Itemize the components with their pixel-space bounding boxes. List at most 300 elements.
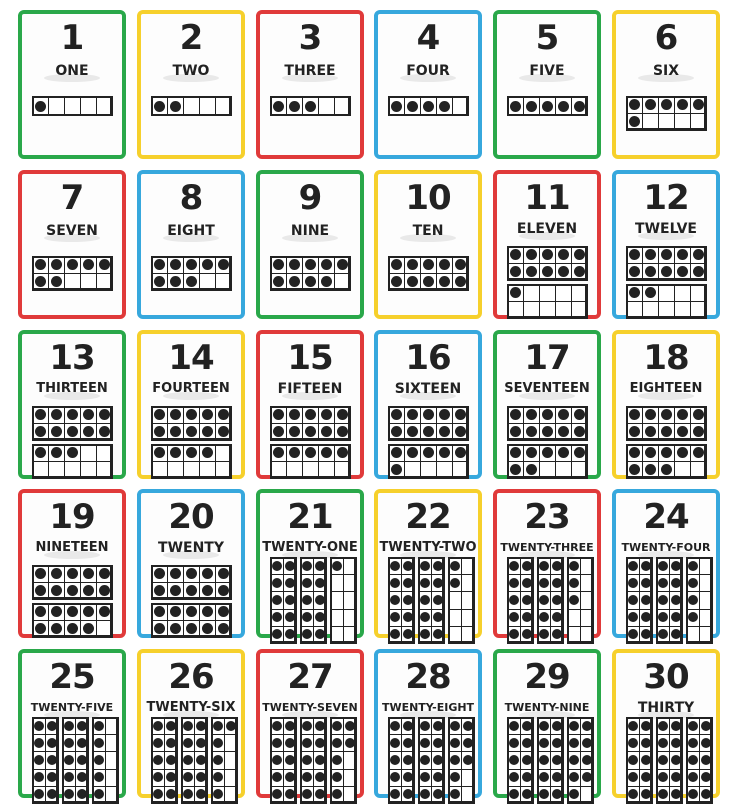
- counter-dot: [285, 578, 295, 588]
- card-number: 13: [49, 338, 95, 378]
- ten-frame: [270, 717, 296, 803]
- counter-dot: [186, 568, 197, 579]
- ten-frame-cell: [580, 557, 594, 575]
- counter-dot: [154, 606, 165, 617]
- ten-frame-cell: [448, 591, 462, 609]
- counter-dot: [285, 772, 295, 782]
- counter-dot: [272, 561, 282, 571]
- ten-frame-cell: [404, 461, 421, 479]
- ten-frame-cell: [539, 461, 556, 479]
- ten-frame: [270, 406, 350, 440]
- ten-frame: [32, 256, 112, 290]
- counter-dot: [539, 578, 549, 588]
- counter-dot: [305, 276, 316, 287]
- ten-frame: [507, 557, 533, 643]
- counter-dot: [661, 447, 672, 458]
- counter-dot: [671, 629, 681, 639]
- card-word: TWENTY-SIX: [146, 700, 236, 715]
- counter-dot: [407, 276, 418, 287]
- counter-dot: [154, 568, 165, 579]
- counter-dot: [94, 721, 104, 731]
- ten-frame-cell: [105, 717, 119, 735]
- ten-frame-cell: [699, 591, 713, 609]
- card-word: FIVE: [529, 63, 565, 79]
- ten-frame-cell: [199, 273, 216, 291]
- counter-dot: [51, 585, 62, 596]
- counter-dot: [423, 447, 434, 458]
- ten-frame: [92, 717, 118, 803]
- counter-dot: [629, 99, 640, 110]
- counter-dot: [420, 612, 430, 622]
- counter-dot: [629, 409, 640, 420]
- counter-dot: [77, 772, 87, 782]
- counter-dot: [154, 101, 165, 112]
- ten-frame: [507, 717, 533, 803]
- counter-dot: [522, 612, 532, 622]
- card-number: 23: [524, 497, 570, 537]
- ten-frame: [626, 246, 706, 280]
- ten-frame-cell: [330, 591, 344, 609]
- counter-dot: [539, 629, 549, 639]
- ten-frame: [686, 557, 712, 643]
- counter-dot: [35, 447, 46, 458]
- ten-frame-cell: [224, 734, 238, 752]
- counter-dot: [390, 561, 400, 571]
- counter-dot: [628, 595, 638, 605]
- counter-dot: [439, 426, 450, 437]
- ten-frame-cell: [215, 273, 232, 291]
- counter-dot: [658, 738, 668, 748]
- counter-dot: [628, 738, 638, 748]
- counter-dot: [226, 721, 236, 731]
- number-card: [137, 170, 245, 319]
- ten-frame-cell: [452, 461, 469, 479]
- counter-dot: [315, 772, 325, 782]
- counter-dot: [83, 606, 94, 617]
- counter-dot: [315, 789, 325, 799]
- counter-dot: [315, 595, 325, 605]
- counter-dot: [701, 738, 711, 748]
- ten-frame: [418, 717, 444, 803]
- ten-frame: [32, 717, 58, 803]
- counter-dot: [641, 755, 651, 765]
- counter-dot: [337, 259, 348, 270]
- counter-dot: [67, 259, 78, 270]
- ten-frame-cell: [343, 751, 357, 769]
- counter-dot: [35, 259, 46, 270]
- ten-frame: [330, 557, 356, 643]
- ten-frame-cell: [96, 273, 113, 291]
- counter-dot: [47, 772, 57, 782]
- counter-dot: [218, 259, 229, 270]
- ten-frame-cell: [199, 96, 216, 116]
- number-card: [256, 489, 364, 638]
- ten-frame-cell: [699, 557, 713, 575]
- ten-frame: [507, 284, 587, 318]
- ten-frame: [388, 444, 468, 478]
- counter-dot: [321, 259, 332, 270]
- counter-dot: [34, 721, 44, 731]
- counter-dot: [302, 595, 312, 605]
- counter-dot: [315, 561, 325, 571]
- counter-dot: [186, 426, 197, 437]
- ten-frame: [626, 96, 706, 130]
- counter-dot: [154, 259, 165, 270]
- counter-dot: [552, 755, 562, 765]
- counter-dot: [202, 606, 213, 617]
- counter-dot: [658, 772, 668, 782]
- number-card: [493, 330, 601, 479]
- counter-dot: [628, 612, 638, 622]
- ten-frame-cell: [567, 626, 581, 644]
- card-word: NINE: [290, 223, 330, 239]
- ten-frame-cell: [658, 301, 675, 319]
- counter-dot: [574, 266, 585, 277]
- counter-dot: [35, 101, 46, 112]
- ten-frame-cell: [80, 461, 97, 479]
- counter-dot: [154, 447, 165, 458]
- counter-dot: [455, 426, 466, 437]
- counter-dot: [186, 623, 197, 634]
- counter-dot: [574, 101, 585, 112]
- ten-frame-cell: [96, 444, 113, 462]
- counter-dot: [552, 595, 562, 605]
- counter-dot: [83, 259, 94, 270]
- counter-dot: [218, 409, 229, 420]
- counter-dot: [510, 101, 521, 112]
- counter-dot: [337, 447, 348, 458]
- ten-frame: [270, 96, 350, 116]
- counter-dot: [629, 447, 640, 458]
- counter-dot: [315, 738, 325, 748]
- counter-dot: [677, 266, 688, 277]
- counter-dot: [688, 738, 698, 748]
- counter-dot: [628, 789, 638, 799]
- counter-dot: [558, 101, 569, 112]
- counter-dot: [302, 721, 312, 731]
- counter-dot: [526, 447, 537, 458]
- counter-dot: [688, 755, 698, 765]
- counter-dot: [391, 447, 402, 458]
- card-word: NINETEEN: [35, 540, 109, 555]
- number-card: [493, 10, 601, 159]
- ten-frame-cell: [343, 591, 357, 609]
- counter-dot: [196, 789, 206, 799]
- ten-frame-cell: [48, 461, 65, 479]
- counter-dot: [218, 623, 229, 634]
- counter-dot: [403, 772, 413, 782]
- counter-dot: [509, 738, 519, 748]
- card-number: 12: [643, 178, 689, 218]
- counter-dot: [285, 738, 295, 748]
- ten-frame-cell: [167, 461, 184, 479]
- counter-dot: [272, 738, 282, 748]
- counter-dot: [522, 578, 532, 588]
- ten-frame-cell: [626, 301, 643, 319]
- ten-frame-cell: [286, 461, 303, 479]
- counter-dot: [677, 249, 688, 260]
- counter-dot: [641, 561, 651, 571]
- ten-frame-cell: [461, 786, 475, 804]
- counter-dot: [51, 276, 62, 287]
- counter-dot: [315, 578, 325, 588]
- counter-dot: [332, 738, 342, 748]
- counter-dot: [391, 464, 402, 475]
- counter-dot: [526, 426, 537, 437]
- ten-frame-cell: [507, 301, 524, 319]
- counter-dot: [186, 585, 197, 596]
- card-number: 4: [416, 18, 440, 58]
- ten-frame-cell: [270, 461, 287, 479]
- ten-frame-cell: [448, 626, 462, 644]
- ten-frame: [507, 444, 587, 478]
- ten-frame-cell: [318, 461, 335, 479]
- counter-dot: [196, 738, 206, 748]
- ten-frame-cell: [461, 574, 475, 592]
- ten-frame-cell: [571, 461, 588, 479]
- counter-dot: [273, 101, 284, 112]
- card-number: 11: [524, 178, 570, 218]
- counter-dot: [450, 789, 460, 799]
- counter-dot: [661, 249, 672, 260]
- counter-dot: [154, 276, 165, 287]
- counter-dot: [47, 789, 57, 799]
- counter-dot: [302, 755, 312, 765]
- counter-dot: [433, 721, 443, 731]
- ten-frame-cell: [571, 284, 588, 302]
- counter-dot: [202, 447, 213, 458]
- counter-dot: [510, 447, 521, 458]
- counter-dot: [450, 738, 460, 748]
- counter-dot: [186, 606, 197, 617]
- ten-frame-cell: [96, 96, 113, 116]
- ten-frame-cell: [96, 620, 113, 638]
- counter-dot: [701, 755, 711, 765]
- counter-dot: [582, 738, 592, 748]
- ten-frame-cell: [334, 461, 351, 479]
- counter-dot: [455, 276, 466, 287]
- ten-frame-cell: [699, 626, 713, 644]
- counter-dot: [285, 612, 295, 622]
- counter-dot: [170, 276, 181, 287]
- counter-dot: [390, 721, 400, 731]
- counter-dot: [289, 447, 300, 458]
- ten-frame-cell: [343, 557, 357, 575]
- counter-dot: [433, 772, 443, 782]
- counter-dot: [35, 426, 46, 437]
- counter-dot: [569, 578, 579, 588]
- counter-dot: [166, 772, 176, 782]
- ten-frame: [300, 717, 326, 803]
- number-card: [612, 10, 720, 159]
- counter-dot: [272, 595, 282, 605]
- counter-dot: [433, 629, 443, 639]
- ten-frame: [270, 444, 350, 478]
- counter-dot: [166, 738, 176, 748]
- counter-dot: [403, 755, 413, 765]
- counter-dot: [218, 585, 229, 596]
- counter-dot: [35, 623, 46, 634]
- counter-dot: [47, 738, 57, 748]
- number-card: [137, 649, 245, 798]
- ten-frame-cell: [105, 769, 119, 787]
- counter-dot: [183, 789, 193, 799]
- number-card: [137, 489, 245, 638]
- ten-frame-cell: [580, 786, 594, 804]
- counter-dot: [641, 789, 651, 799]
- ten-frame-cell: [80, 273, 97, 291]
- counter-dot: [569, 755, 579, 765]
- card-word: FOURTEEN: [152, 381, 230, 396]
- ten-frame: [330, 717, 356, 803]
- ten-frame: [656, 557, 682, 643]
- counter-dot: [439, 276, 450, 287]
- counter-dot: [34, 738, 44, 748]
- counter-dot: [677, 447, 688, 458]
- counter-dot: [99, 259, 110, 270]
- counter-dot: [522, 755, 532, 765]
- card-number: 1: [60, 18, 84, 58]
- counter-dot: [420, 772, 430, 782]
- counter-dot: [688, 578, 698, 588]
- counter-dot: [321, 426, 332, 437]
- counter-dot: [51, 568, 62, 579]
- counter-dot: [272, 721, 282, 731]
- counter-dot: [420, 755, 430, 765]
- counter-dot: [658, 721, 668, 731]
- counter-dot: [671, 755, 681, 765]
- card-word: TWENTY: [158, 540, 224, 556]
- card-number: 3: [298, 18, 322, 58]
- counter-dot: [661, 464, 672, 475]
- counter-dot: [196, 721, 206, 731]
- card-number: 24: [643, 497, 689, 537]
- counter-dot: [272, 629, 282, 639]
- counter-dot: [64, 721, 74, 731]
- counter-dot: [420, 578, 430, 588]
- ten-frame-cell: [580, 609, 594, 627]
- counter-dot: [289, 276, 300, 287]
- ten-frame: [388, 406, 468, 440]
- counter-dot: [552, 561, 562, 571]
- counter-dot: [213, 738, 223, 748]
- counter-dot: [677, 426, 688, 437]
- counter-dot: [552, 578, 562, 588]
- counter-dot: [539, 595, 549, 605]
- counter-dot: [213, 789, 223, 799]
- counter-dot: [526, 101, 537, 112]
- number-card: [493, 170, 601, 319]
- ten-frame-cell: [642, 301, 659, 319]
- counter-dot: [661, 426, 672, 437]
- counter-dot: [213, 721, 223, 731]
- counter-dot: [315, 612, 325, 622]
- number-card: [18, 330, 126, 479]
- counter-dot: [170, 426, 181, 437]
- ten-frame-cell: [224, 786, 238, 804]
- card-number: 17: [524, 338, 570, 378]
- counter-dot: [390, 772, 400, 782]
- card-number: 27: [287, 657, 333, 697]
- counter-dot: [629, 287, 640, 298]
- number-card: [18, 649, 126, 798]
- ten-frame: [151, 565, 231, 599]
- card-word: TWENTY-NINE: [504, 701, 590, 714]
- counter-dot: [450, 561, 460, 571]
- counter-dot: [321, 409, 332, 420]
- counter-dot: [202, 259, 213, 270]
- counter-dot: [455, 409, 466, 420]
- ten-frame-cell: [567, 609, 581, 627]
- counter-dot: [315, 629, 325, 639]
- counter-dot: [569, 561, 579, 571]
- card-word: TWENTY-ONE: [262, 540, 358, 555]
- counter-dot: [420, 561, 430, 571]
- ten-frame-cell: [690, 301, 707, 319]
- counter-dot: [403, 789, 413, 799]
- counter-dot: [170, 259, 181, 270]
- counter-dot: [688, 561, 698, 571]
- counter-dot: [693, 426, 704, 437]
- counter-dot: [423, 409, 434, 420]
- counter-dot: [99, 409, 110, 420]
- counter-dot: [51, 623, 62, 634]
- ten-frame: [32, 603, 112, 637]
- counter-dot: [302, 578, 312, 588]
- counter-dot: [450, 721, 460, 731]
- card-number: 6: [654, 18, 678, 58]
- number-card: [612, 489, 720, 638]
- counter-dot: [509, 612, 519, 622]
- counter-dot: [64, 755, 74, 765]
- card-word: ELEVEN: [516, 221, 578, 237]
- counter-dot: [94, 738, 104, 748]
- ten-frame: [211, 717, 237, 803]
- counter-dot: [558, 447, 569, 458]
- ten-frame: [656, 717, 682, 803]
- counter-dot: [450, 755, 460, 765]
- counter-dot: [64, 738, 74, 748]
- counter-dot: [558, 249, 569, 260]
- number-card: [18, 489, 126, 638]
- counter-dot: [403, 629, 413, 639]
- ten-frame-cell: [330, 626, 344, 644]
- counter-dot: [569, 595, 579, 605]
- counter-dot: [433, 789, 443, 799]
- counter-dot: [403, 612, 413, 622]
- number-card: [18, 170, 126, 319]
- ten-frame: [388, 96, 468, 116]
- counter-dot: [345, 738, 355, 748]
- counter-dot: [558, 409, 569, 420]
- counter-dot: [289, 101, 300, 112]
- ten-frame: [537, 717, 563, 803]
- counter-dot: [455, 447, 466, 458]
- ten-frame-cell: [343, 626, 357, 644]
- ten-frame-cell: [302, 461, 319, 479]
- counter-dot: [285, 561, 295, 571]
- counter-dot: [433, 561, 443, 571]
- ten-frame: [626, 444, 706, 478]
- counter-dot: [542, 409, 553, 420]
- counter-dot: [693, 447, 704, 458]
- ten-frame-cell: [224, 769, 238, 787]
- card-word: TWENTY-SEVEN: [262, 701, 358, 714]
- counter-dot: [273, 259, 284, 270]
- counter-dot: [94, 789, 104, 799]
- counter-dot: [64, 789, 74, 799]
- counter-dot: [403, 561, 413, 571]
